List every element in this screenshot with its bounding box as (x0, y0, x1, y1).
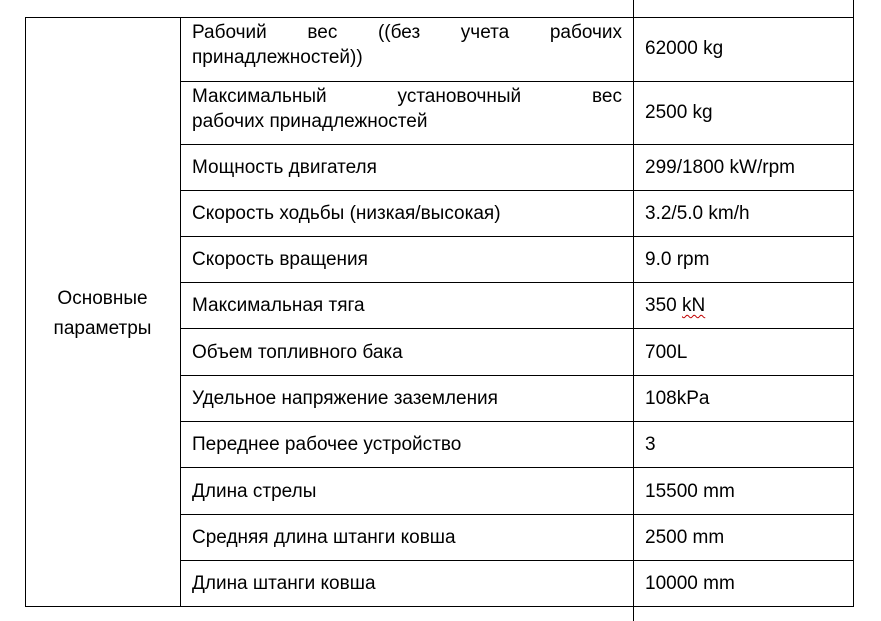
row-divider (180, 421, 854, 422)
param-cell: Длина штанги ковша (192, 573, 376, 594)
param-cell: Объем топливного бака (192, 342, 403, 363)
param-cell: Мощность двигателя (192, 157, 377, 178)
value-cell: 3.2/5.0 km/h (645, 203, 750, 224)
value-cell: 9.0 rpm (645, 249, 710, 270)
param-cell (192, 84, 622, 134)
section-label-line1: Основные (57, 288, 148, 309)
value-cell (645, 293, 705, 318)
section-label-line2: параметры (53, 318, 152, 339)
row-divider (180, 514, 854, 515)
section-label (25, 284, 180, 344)
param-line: Рабочий вес ((без учета рабочих (192, 22, 622, 43)
param-cell: Удельное напряжение заземления (192, 388, 498, 409)
value-cell: 700L (645, 342, 688, 363)
value-cell: 3 (645, 434, 656, 455)
param-cell: Скорость ходьбы (низкая/высокая) (192, 203, 501, 224)
row-divider (180, 81, 854, 82)
row-divider (180, 328, 854, 329)
value-cell: 2500 mm (645, 527, 725, 548)
row-divider (180, 560, 854, 561)
row-divider (180, 467, 854, 468)
value-cell: 2500 kg (645, 102, 713, 123)
param-line: Максимальный установочный вес (192, 86, 622, 107)
row-divider (180, 282, 854, 283)
param-line: рабочих принадлежностей (192, 111, 428, 132)
param-cell (192, 20, 622, 70)
column-divider (633, 0, 634, 621)
value-unit: kN (681, 295, 706, 316)
param-cell: Средняя длина штанги ковша (192, 527, 456, 548)
row-divider (180, 190, 854, 191)
row-divider (180, 144, 854, 145)
param-cell: Максимальная тяга (192, 295, 365, 316)
param-cell: Длина стрелы (192, 481, 317, 502)
value-cell: 10000 mm (645, 573, 735, 594)
value-cell: 108kPa (645, 388, 710, 409)
row-divider (180, 236, 854, 237)
param-line: принадлежностей)) (192, 47, 363, 68)
param-cell: Скорость вращения (192, 249, 368, 270)
table-border-top (25, 17, 854, 18)
param-cell: Переднее рабочее устройство (192, 434, 462, 455)
value-cell: 299/1800 kW/rpm (645, 157, 795, 178)
value-cell: 62000 kg (645, 38, 724, 59)
table-border-right (853, 0, 854, 607)
value-cell: 15500 mm (645, 481, 735, 502)
value-number: 350 (645, 295, 677, 316)
table-border-bottom (25, 606, 854, 607)
column-divider (180, 17, 181, 607)
row-divider (180, 375, 854, 376)
